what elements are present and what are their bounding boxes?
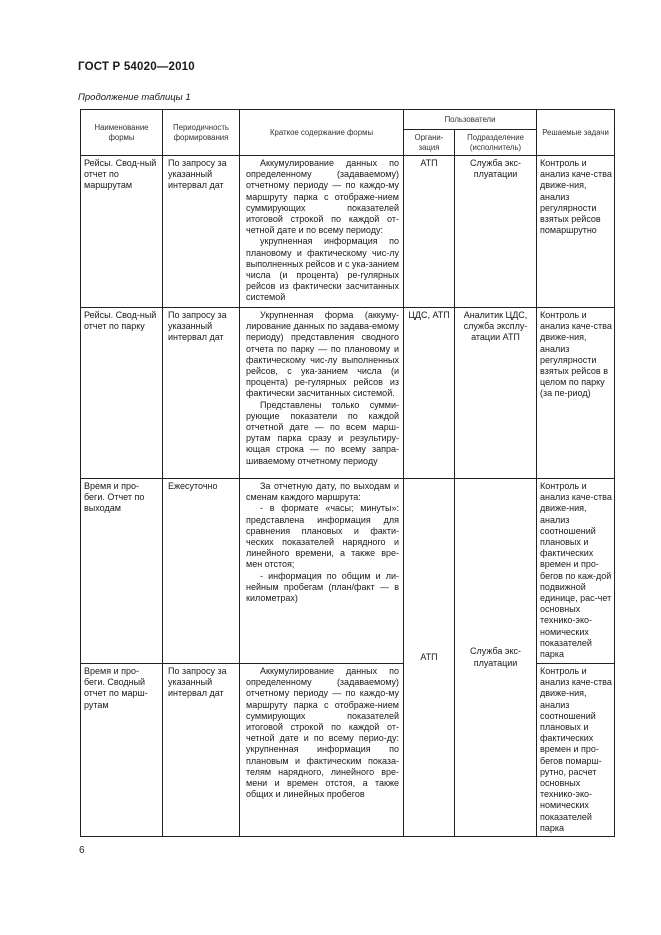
row4-tasks: Контроль и анализ каче-ства движе-ния, анализ соотношений плановых и фактических времен и про-бегов помарш-рутно, расчет основных технико-эко-номических показателей парка <box>537 664 615 837</box>
row1-content <box>240 156 404 308</box>
page-number: 6 <box>79 845 85 856</box>
row3-content-p1: За отчетную дату, по выходам и сменам каждого маршрута: <box>246 481 399 503</box>
row3-periodicity: Ежесуточно <box>163 479 240 664</box>
row2-content <box>240 308 404 479</box>
forms-table <box>80 109 615 837</box>
row1-organization: АТП <box>404 156 455 308</box>
row2-tasks: Контроль и анализ каче-ства движе-ния, анализ регулярности взятых рейсов в целом по парку (за пе-риод) <box>537 308 615 479</box>
row2-division: Аналитик ЦДС, служба эксплу-атации АТП <box>455 308 537 479</box>
row3-tasks: Контроль и анализ каче-ства движе-ния, анализ соотношений плановых и фактических времен и про-бегов по каж-дой подвижной единице, рас-чет основных технико-эко-номических показателей парка <box>537 479 615 664</box>
header-form-name: Наименование формы <box>81 110 163 156</box>
row3-content-p3: - информация по общим и ли-нейным пробегам (план/факт — в километрах) <box>246 570 399 604</box>
row2-periodicity: По запросу за указанный интервал дат <box>163 308 240 479</box>
table-row <box>81 308 615 479</box>
row4-content-p1: Аккумулирование данных по определенному (задаваемому) отчетному периоду — по каждо-му маршруту парка с отображе-нием суммирующих показателей итоговой строкой по каждой от-четной дате и по всему перио-ду: укрупненная информация по плановым и фактическим показа-телям нарядного, линейного вре-мени и времен отстоя, а также общих и линейных пробегов <box>246 666 399 800</box>
row2-content-p1: Укрупненная форма (аккуму-лирование данных по задава-емому периоду) представления сводного отчета по парку — по плановому и фактическому чис-лу выполненных рейсов, с ука-занием числа (и процента) ре-гулярных рейсов из фактически засчитанных системой. <box>246 310 399 399</box>
row1-content-p1: Аккумулирование данных по определенному (задаваемому) отчетному периоду — по каждо-му маршруту парка с отображе-нием суммирующих показателей итоговой строкой по каждой от-четной дате и по всему периоду: <box>246 158 399 236</box>
table-row <box>81 156 615 308</box>
header-organization: Органи-зация <box>404 130 455 156</box>
header-users: Пользователи <box>404 110 537 130</box>
table-continuation-caption: Продолжение таблицы 1 <box>78 92 191 103</box>
row2-name: Рейсы. Свод-ный отчет по парку <box>81 308 163 479</box>
header-tasks: Решаемые задачи <box>537 110 615 156</box>
row1-division: Служба экс-плуатации <box>455 156 537 308</box>
row4-periodicity: По запросу за указанный интервал дат <box>163 664 240 837</box>
row4-content <box>240 664 404 837</box>
row1-tasks: Контроль и анализ каче-ства движе-ния, анализ регулярности взятых рейсов помаршрутно <box>537 156 615 308</box>
document-title: ГОСТ Р 54020—2010 <box>78 61 195 73</box>
row1-content-p2: укрупненная информация по плановому и фактическому чис-лу выполненных рейсов и с ука-занием числа (и процента) ре-гулярных рейсов из фактически засчитанных системой <box>246 236 399 303</box>
header-division: Подразделение (исполнитель) <box>455 130 537 156</box>
table-row <box>81 479 615 664</box>
header-content: Краткое содержание формы <box>240 110 404 156</box>
row4-name: Время и про-беги. Сводный отчет по марш-рутам <box>81 664 163 837</box>
row3-name: Время и про-беги. Отчет по выходам <box>81 479 163 664</box>
row2-organization: ЦДС, АТП <box>404 308 455 479</box>
row3-content-p2: - в формате «часы; минуты»: представлена информация для сравнения плановых и факти-ческих показателей нарядного и линейного времени, а также вре-мен отстоя; <box>246 503 399 570</box>
row1-name: Рейсы. Свод-ный отчет по маршрутам <box>81 156 163 308</box>
row3-content <box>240 479 404 664</box>
row1-periodicity: По запросу за указанный интервал дат <box>163 156 240 308</box>
merged-organization: АТП <box>404 479 455 837</box>
merged-division: Служба экс-плуатации <box>455 479 537 837</box>
row2-content-p2: Представлены только сумми-рующие показатели по каждой отчетной дате — по всем марш-рутам парка сразу и результиру-ющая строка — по всему запра-шиваемому отчетному периоду <box>246 399 399 466</box>
header-periodicity: Периодичность формирования <box>163 110 240 156</box>
